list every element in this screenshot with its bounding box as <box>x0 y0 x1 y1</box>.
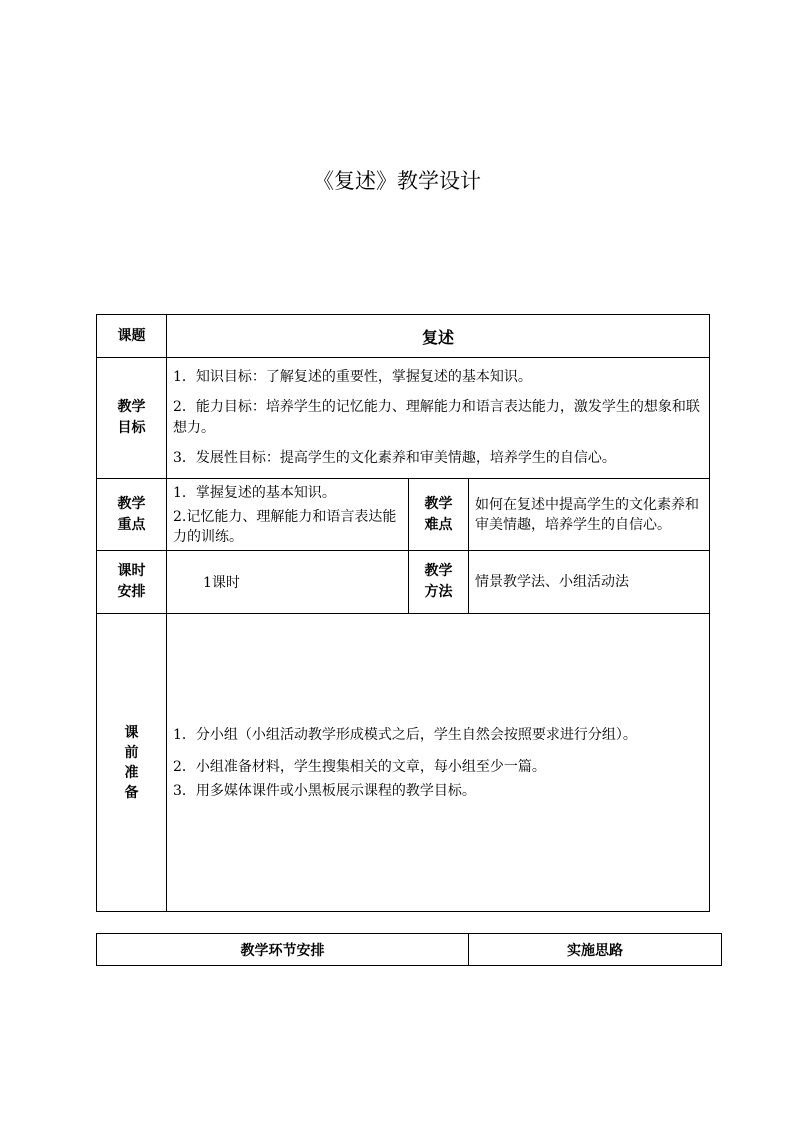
prep-item: 3．用多媒体课件或小黑板展示课程的教学目标。 <box>173 782 476 799</box>
procedure-col-ideas: 实施思路 <box>469 934 722 966</box>
prep-label: 课 前 准 备 <box>97 614 167 912</box>
key-point-item: 2.记忆能力、理解能力和语言表达能力的训练。 <box>173 508 397 545</box>
topic-value: 复述 <box>167 315 710 358</box>
objective-item: 3．发展性目标：提高学生的文化素养和审美情趣，培养学生的自信心。 <box>173 450 616 466</box>
lesson-plan-table <box>96 314 710 912</box>
objectives-label: 教学 目标 <box>97 358 167 479</box>
objectives-content <box>167 358 710 479</box>
document-title: 《复述》教学设计 <box>313 169 481 193</box>
prep-item: 2．小组准备材料，学生搜集相关的文章，每小组至少一篇。 <box>173 758 546 775</box>
topic-label: 课题 <box>97 315 167 358</box>
difficulty-text: 如何在复述中提高学生的文化素养和审美情趣，培养学生的自信心。 <box>475 496 699 533</box>
difficulty-label: 教学 难点 <box>409 479 469 551</box>
hours-label: 课时 安排 <box>97 551 167 614</box>
procedure-header-table <box>96 933 722 966</box>
key-points-content <box>167 479 409 551</box>
hours-value: 1课时 <box>167 551 409 614</box>
objective-item: 2．能力目标：培养学生的记忆能力、理解能力和语言表达能力，激发学生的想象和联想力。 <box>173 399 700 436</box>
hours-row <box>97 551 710 614</box>
procedure-col-steps: 教学环节安排 <box>97 934 469 966</box>
key-points-label: 教学 重点 <box>97 479 167 551</box>
prep-row <box>97 614 710 912</box>
key-points-row <box>97 479 710 551</box>
objective-item: 1．知识目标：了解复述的重要性，掌握复述的基本知识。 <box>173 369 532 385</box>
method-value: 情景教学法、小组活动法 <box>469 551 710 614</box>
objectives-row <box>97 358 710 479</box>
method-label: 教学 方法 <box>409 551 469 614</box>
topic-row <box>97 315 710 358</box>
procedure-header-row <box>97 934 722 966</box>
difficulty-content <box>469 479 710 551</box>
prep-content <box>167 614 710 912</box>
key-point-item: 1．掌握复述的基本知识。 <box>173 484 336 501</box>
prep-item: 1．分小组（小组活动教学形成模式之后，学生自然会按照要求进行分组）。 <box>173 726 637 743</box>
